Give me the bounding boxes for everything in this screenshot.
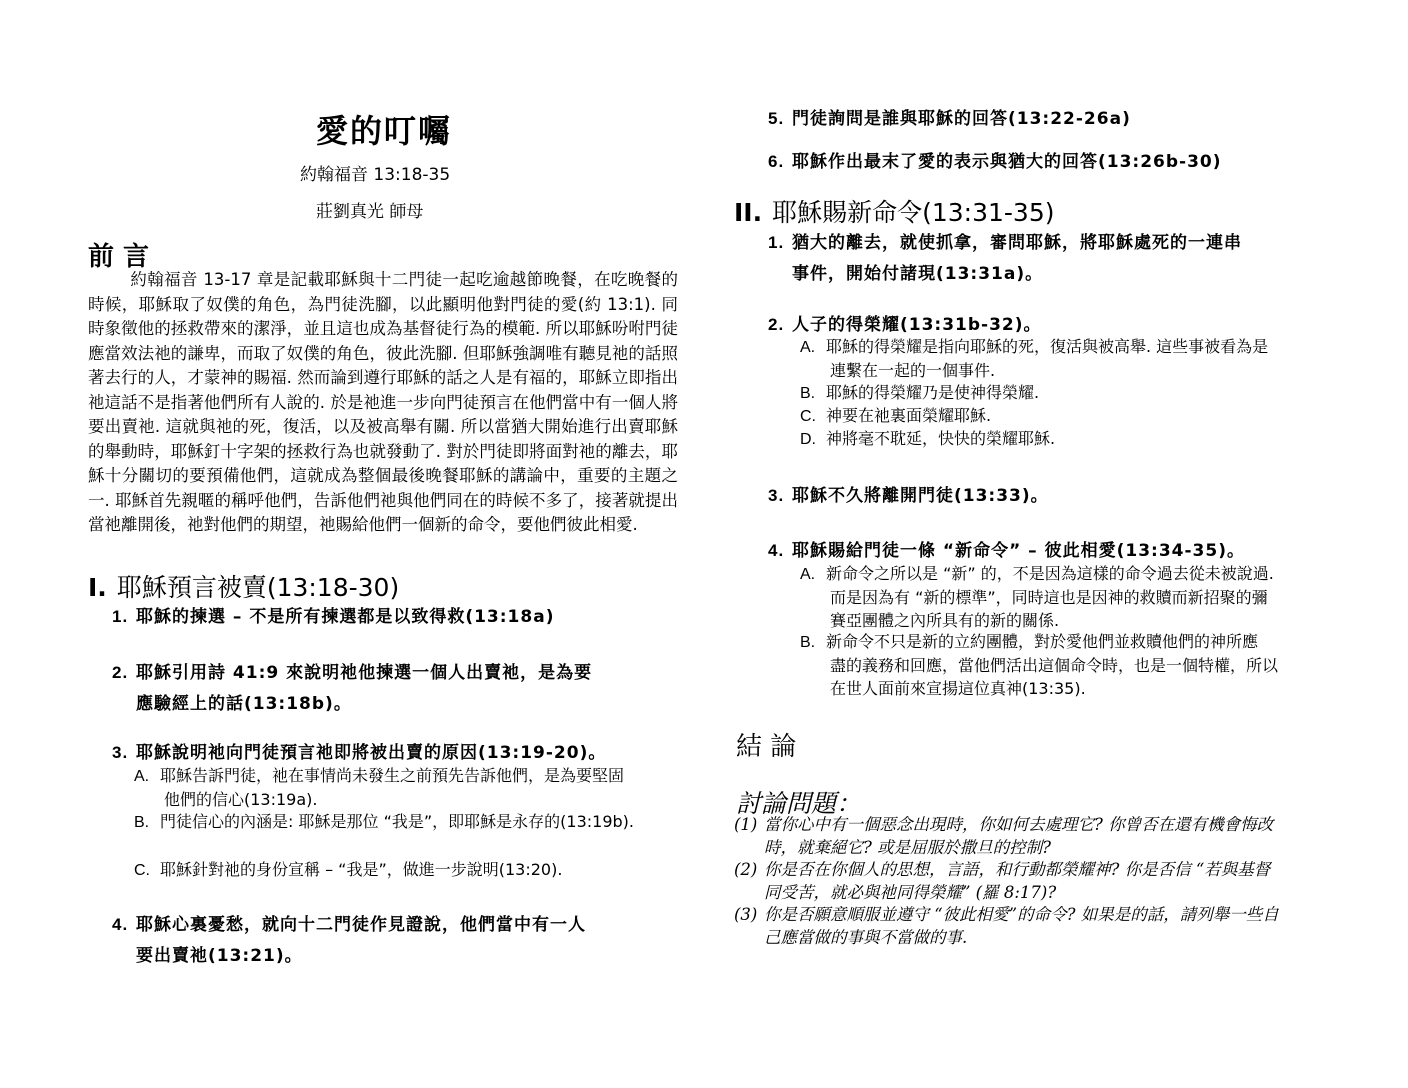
- item-number: 6.: [768, 152, 785, 171]
- s2-item-1: [768, 228, 1242, 284]
- sub-label: C.: [134, 862, 150, 879]
- s2-item-4: [768, 536, 1245, 561]
- scripture-reference: 約翰福音 13:18-35: [300, 165, 451, 185]
- section-1-numeral: I.: [88, 573, 107, 602]
- sub-label: A.: [134, 768, 150, 785]
- s1-item-2: [112, 658, 592, 714]
- item-number: 3.: [112, 743, 129, 762]
- s1-item-3-sub-b: [134, 810, 634, 834]
- question-2: [734, 859, 1270, 904]
- item-number: 5.: [768, 109, 785, 128]
- question-text: 你是否在你個人的思想，言語，和行動都榮耀神? 你是否信 “若與基督: [764, 860, 1271, 879]
- question-text-cont: 同受苦，就必與祂同得榮耀” (羅 8:17)?: [764, 882, 1057, 902]
- conclusion-heading: 結 論: [736, 732, 797, 762]
- question-label: (3): [734, 905, 758, 924]
- item-text: 人子的得榮耀(13:31b-32)。: [792, 315, 1042, 335]
- sub-label: A.: [800, 566, 816, 583]
- item-number: 1.: [112, 607, 129, 626]
- item-text: 耶穌引用詩 41:9 來說明祂他揀選一個人出賣祂，是為要: [136, 663, 593, 683]
- sub-text: 門徒信心的內涵是: 耶穌是那位 “我是”，即耶穌是永存的(13:19b).: [160, 812, 634, 831]
- question-label: (1): [734, 815, 758, 834]
- sub-text: 耶穌針對祂的身份宣稱 – “我是”，做進一步說明(13:20).: [160, 860, 563, 879]
- section-1-title: 耶穌預言被賣(13:18-30): [116, 573, 400, 602]
- section-2-numeral: II.: [734, 198, 763, 227]
- s2-item-4-sub-a: [800, 562, 1274, 632]
- intro-heading: 前 言: [88, 242, 150, 272]
- section-2-heading: [734, 193, 1055, 229]
- item-text-cont: 事件，開始付諸現(13:31a)。: [792, 264, 1044, 284]
- item-text: 耶穌心裏憂愁，就向十二門徒作見證說，他們當中有一人: [136, 915, 586, 935]
- s1-item-4: [112, 910, 586, 966]
- sub-text: 耶穌告訴門徒，祂在事情尚未發生之前預先告訴他們，是為要堅固: [160, 766, 625, 785]
- discussion-heading: 討論問題：: [736, 789, 862, 818]
- item-number: 3.: [768, 486, 785, 505]
- item-text: 耶穌作出最末了愛的表示與猶大的回答(13:26b-30): [792, 152, 1222, 172]
- sub-text: 耶穌的得榮耀乃是使神得榮耀.: [826, 383, 1040, 402]
- item-number: 4.: [112, 915, 129, 934]
- sub-label: B.: [800, 385, 816, 402]
- item-text: 耶穌說明祂向門徒預言祂即將被出賣的原因(13:19-20)。: [136, 743, 607, 763]
- s2-item-3: [768, 481, 1049, 506]
- sub-label: C.: [800, 408, 816, 425]
- item-text: 門徒詢問是誰與耶穌的回答(13:22-26a): [792, 109, 1131, 129]
- sub-text-cont: 賽亞團體之內所具有的新的關係.: [830, 611, 1060, 630]
- question-text: 你是否願意順服並遵守 “彼此相愛”的命令? 如果是的話，請列舉一些自: [764, 905, 1279, 924]
- s1-item-3-sub-c: [134, 858, 562, 882]
- item-number: 2.: [112, 663, 129, 682]
- sub-text: 耶穌的得榮耀是指向耶穌的死，復活與被高舉. 這些事被看為是: [826, 337, 1269, 356]
- s2-item-2: [768, 310, 1042, 335]
- sub-text: 神將毫不耽延，快快的榮耀耶穌.: [826, 429, 1056, 448]
- s1-item-3-sub-a: [134, 764, 624, 811]
- question-text-cont: 時，就棄絕它? 或是屈服於撒旦的控制?: [764, 837, 1051, 857]
- sub-text: 新命令不只是新的立約團體，對於愛他們並救贖他們的神所應: [826, 632, 1259, 651]
- author: 莊劉真光 師母: [316, 202, 424, 222]
- intro-paragraph: [88, 268, 678, 538]
- question-text-cont: 己應當做的事與不當做的事.: [764, 927, 968, 947]
- item-text: 耶穌不久將離開門徒(13:33)。: [792, 486, 1049, 506]
- s1-item-6: [768, 147, 1222, 172]
- item-text-cont: 應驗經上的話(13:18b)。: [136, 694, 352, 714]
- s2-item-2-sub-c: [800, 404, 991, 428]
- sub-text-cont: 他們的信心(13:19a).: [164, 790, 318, 809]
- question-1: [734, 814, 1273, 859]
- sub-text: 神要在祂裏面榮耀耶穌.: [826, 406, 992, 425]
- sub-label: D.: [800, 431, 816, 448]
- s2-item-2-sub-d: [800, 427, 1055, 451]
- s1-item-5: [768, 104, 1131, 129]
- section-1-heading: [88, 568, 399, 604]
- item-text: 耶穌賜給門徒一條 “新命令” – 彼此相愛(13:34-35)。: [792, 541, 1245, 561]
- item-text: 耶穌的揀選 – 不是所有揀選都是以致得救(13:18a): [136, 607, 555, 627]
- sub-label: B.: [800, 634, 816, 651]
- s1-item-1: [112, 602, 554, 627]
- question-3: [734, 904, 1279, 949]
- item-number: 1.: [768, 233, 785, 252]
- sub-text-cont: 連繫在一起的一個事件.: [830, 361, 996, 380]
- s1-item-3: [112, 738, 606, 763]
- sub-label: A.: [800, 339, 816, 356]
- section-2-title: 耶穌賜新命令(13:31-35): [772, 198, 1055, 227]
- s2-item-2-sub-a: [800, 335, 1268, 382]
- item-text: 猶大的離去，就使抓拿，審問耶穌，將耶穌處死的一連串: [792, 233, 1242, 253]
- s2-item-4-sub-b: [800, 630, 1278, 700]
- sub-text-cont: 盡的義務和回應，當他們活出這個命令時，也是一個特權，所以: [830, 656, 1279, 675]
- document-title: 愛的叮囑: [316, 112, 453, 150]
- question-label: (2): [734, 860, 758, 879]
- item-text-cont: 要出賣祂(13:21)。: [136, 946, 303, 966]
- item-number: 4.: [768, 541, 785, 560]
- s2-item-2-sub-b: [800, 381, 1039, 405]
- item-number: 2.: [768, 315, 785, 334]
- question-text: 當你心中有一個惡念出現時，你如何去處理它? 你曾否在還有機會悔改: [764, 815, 1274, 834]
- sub-text: 新命令之所以是 “新” 的，不是因為這樣的命令過去從未被說過.: [826, 564, 1274, 583]
- sub-text-cont: 在世人面前來宣揚這位真神(13:35).: [830, 679, 1086, 698]
- sub-text-cont: 而是因為有 “新的標準”，同時這也是因神的救贖而新招聚的彌: [830, 588, 1268, 607]
- intro-paragraph-text: 約翰福音 13-17 章是記載耶穌與十二門徒一起吃逾越節晚餐，在吃晚餐的時候，耶穌取了奴僕的角色，為門徒洗腳，以此顯明他對門徒的愛(約 13:1). 同時象徵他的拯救帶來的潔淨，並且這也成為基督徒行為的模範. 所以耶穌吩咐門徒應當效法祂的謙卑，而取了奴僕的角色，彼此洗腳. 但耶穌強調唯有聽見祂的話照著去行的人，才蒙神的賜福. 然而論到遵行耶穌的話之人是有福的，耶穌立即指出祂這話不是指著他們所有人說的. 於是祂進一步向門徒預言在他們當中有一個人將要出賣祂. 這就與祂的死，復活，以及被高舉有關. 所以當猶大開始進行出賣耶穌的舉動時，耶穌釘十字架的拯救行為也就發動了. 對於門徒即將面對祂的離去，耶穌十分關切的要預備他們，這就成為整個最後晚餐耶穌的講論中，重要的主題之一. 耶穌首先親暱的稱呼他們，告訴他們祂與他們同在的時候不多了，接著就提出當祂離開後，祂對他們的期望，祂賜給他們一個新的命令，要他們彼此相愛.: [88, 270, 678, 534]
- sub-label: B.: [134, 814, 150, 831]
